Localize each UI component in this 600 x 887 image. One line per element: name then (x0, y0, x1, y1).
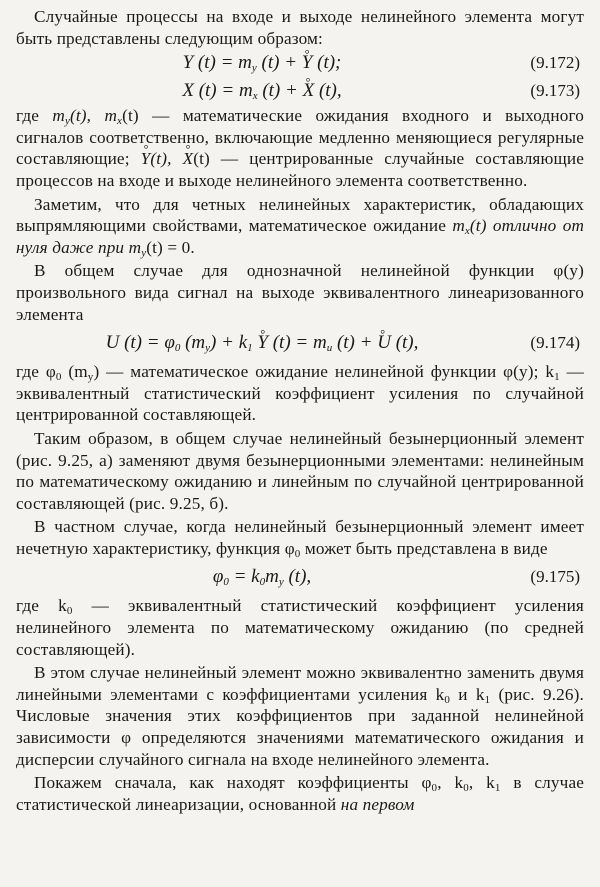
math-sub: 1 (494, 782, 501, 795)
text: В частном случае, когда нелинейный безынерционный элемент имеет нечетную характеристику, функция φ (16, 517, 584, 558)
equation-number: (9.173) (530, 81, 580, 101)
math-centered: ° Y (141, 148, 151, 170)
text: Заметим, что для четных нелинейных характеристик, обладающих выпрямляющими свойствами, математическое ожидание (16, 194, 584, 236)
paragraph-intro: Случайные процессы на входе и выходе нелинейного элемента могут быть представлены следующим образом: (16, 7, 584, 48)
paragraph-replacement: Таким образом, в общем случае нелинейный безынерционный элемент (рис. 9.25, а) заменяют двумя безынерционными элементами: нелинейным по математическому ожиданию и линейным по случайной центрированной составляющей (рис. 9.25, б). (16, 428, 584, 513)
eq-sub: y (278, 576, 284, 589)
eq-centered-var: ° Y (257, 329, 268, 357)
eq-sub: 0 (223, 576, 229, 589)
math-sub: 1 (484, 693, 491, 706)
paragraph-definitions (16, 105, 584, 191)
equation-number: (9.172) (530, 53, 580, 73)
text: (t) — математические ожидания входного и выходного сигналов соответственно, включающие медленно меняющиеся регулярные составляющие; (16, 106, 584, 169)
math-sub: x (464, 225, 470, 238)
text: в случае статистической линеаризации, основанной (16, 773, 584, 814)
math-sub: 0 (55, 371, 62, 384)
text: В этом случае нелинейный элемент можно эквивалентно заменить двумя линейными элементами с коэффициентами усиления k (16, 663, 584, 704)
text: где k (16, 596, 67, 616)
eq-term: (t) + (256, 52, 302, 74)
eq-term: ) + k (210, 332, 248, 354)
eq-term: (t) = m (267, 332, 327, 354)
eq-sub: x (252, 90, 258, 103)
math: m (128, 237, 142, 257)
equation-body (16, 329, 508, 357)
equation-9-175 (16, 563, 584, 591)
eq-term: (t), (314, 80, 342, 102)
math: m (452, 216, 465, 236)
paragraph-even-characteristics (16, 194, 584, 259)
math-sub: 0 (66, 605, 73, 618)
eq-sub: y (251, 62, 257, 75)
eq-term: = k (228, 566, 260, 588)
eq-term: (t); (312, 52, 342, 74)
math-sub: 1 (554, 371, 560, 384)
eq-sub: 0 (174, 342, 181, 355)
eq-term: φ (212, 566, 224, 588)
text: — эквивалентный статистический коэффициент усиления нелинейного элемента по математическому ожиданию (по средней составляющей). (16, 596, 584, 659)
eq-centered-var: ° X (303, 77, 315, 105)
text: где (16, 106, 53, 126)
text-emphasis: на первом (340, 794, 415, 814)
equation-number: (9.175) (530, 567, 580, 587)
text: (t) — центрированные случайные составляющие процессов на входе и выходе нелинейного элемента соответственно. (16, 149, 584, 190)
text: — эквивалентный статистический коэффициент усиления по случайной центрированной составляющей. (16, 362, 584, 425)
text: может быть представлена в виде (300, 538, 548, 558)
eq-centered-var: ° U (377, 329, 391, 357)
equation-9-173 (16, 77, 584, 105)
text: и k (450, 684, 485, 704)
eq-term: (t), (390, 332, 419, 354)
paragraph-show-first (16, 772, 584, 815)
math-sub: y (87, 371, 94, 384)
text: (t) = 0. (146, 237, 195, 257)
paragraph-two-linear-elements (16, 662, 584, 770)
math-sub: x (117, 115, 123, 128)
math-sub: 0 (294, 547, 301, 560)
eq-term: m (265, 566, 279, 588)
eq-sub: 1 (247, 342, 253, 355)
eq-term: (t), (283, 566, 312, 588)
eq-term: U (t) = φ (105, 332, 175, 354)
equation-9-172 (16, 49, 584, 77)
eq-term: Y (t) = m (182, 52, 252, 74)
text: (рис. 9.26). Числовые значения этих коэффициентов при заданной нелинейной зависимости φ определяются значениями математического ожидания и дисперсии случайного сигнала на входе нелинейного элемента. (16, 684, 584, 769)
math: (t), (150, 149, 183, 169)
eq-term: (t) + (257, 80, 303, 102)
paragraph-k0-definition (16, 595, 584, 660)
math-sub: 0 (463, 782, 469, 795)
eq-term: (m (180, 332, 206, 354)
math-sub: y (141, 246, 147, 259)
equation-body (16, 49, 508, 77)
text: , k (437, 773, 464, 793)
paragraph-phi0-definition (16, 361, 584, 426)
text: ) — математическое ожидание нелинейной функции φ(y); k (93, 362, 555, 382)
text: , k (468, 773, 495, 793)
equation-body (16, 77, 508, 105)
paragraph-general-case: В общем случае для однозначной нелинейной функции φ(y) произвольного вида сигнал на выходе эквивалентного линеаризованного элемента (16, 261, 584, 324)
equation-number: (9.174) (530, 333, 580, 353)
text: где φ (16, 362, 56, 382)
eq-term: X (t) = m (182, 80, 253, 102)
eq-sub: u (326, 342, 333, 355)
equation-9-174 (16, 329, 584, 357)
math-sub: 0 (431, 782, 438, 795)
eq-term: (t) + (332, 332, 378, 354)
math-sub: 0 (444, 693, 451, 706)
math: m (104, 106, 118, 126)
paragraph-odd-characteristic (16, 516, 584, 559)
math-centered: ° X (183, 148, 194, 170)
text: (t) отлично от нуля даже при (16, 216, 585, 257)
text: (m (61, 362, 88, 382)
eq-sub: y (205, 342, 211, 355)
eq-sub: 0 (259, 576, 266, 589)
text: Покажем сначала, как находят коэффициенты φ (34, 773, 432, 793)
math: m (52, 106, 65, 126)
math: (t), (70, 106, 105, 126)
math-sub: y (64, 115, 70, 128)
equation-body (16, 563, 508, 591)
eq-centered-var: ° Y (302, 49, 313, 77)
